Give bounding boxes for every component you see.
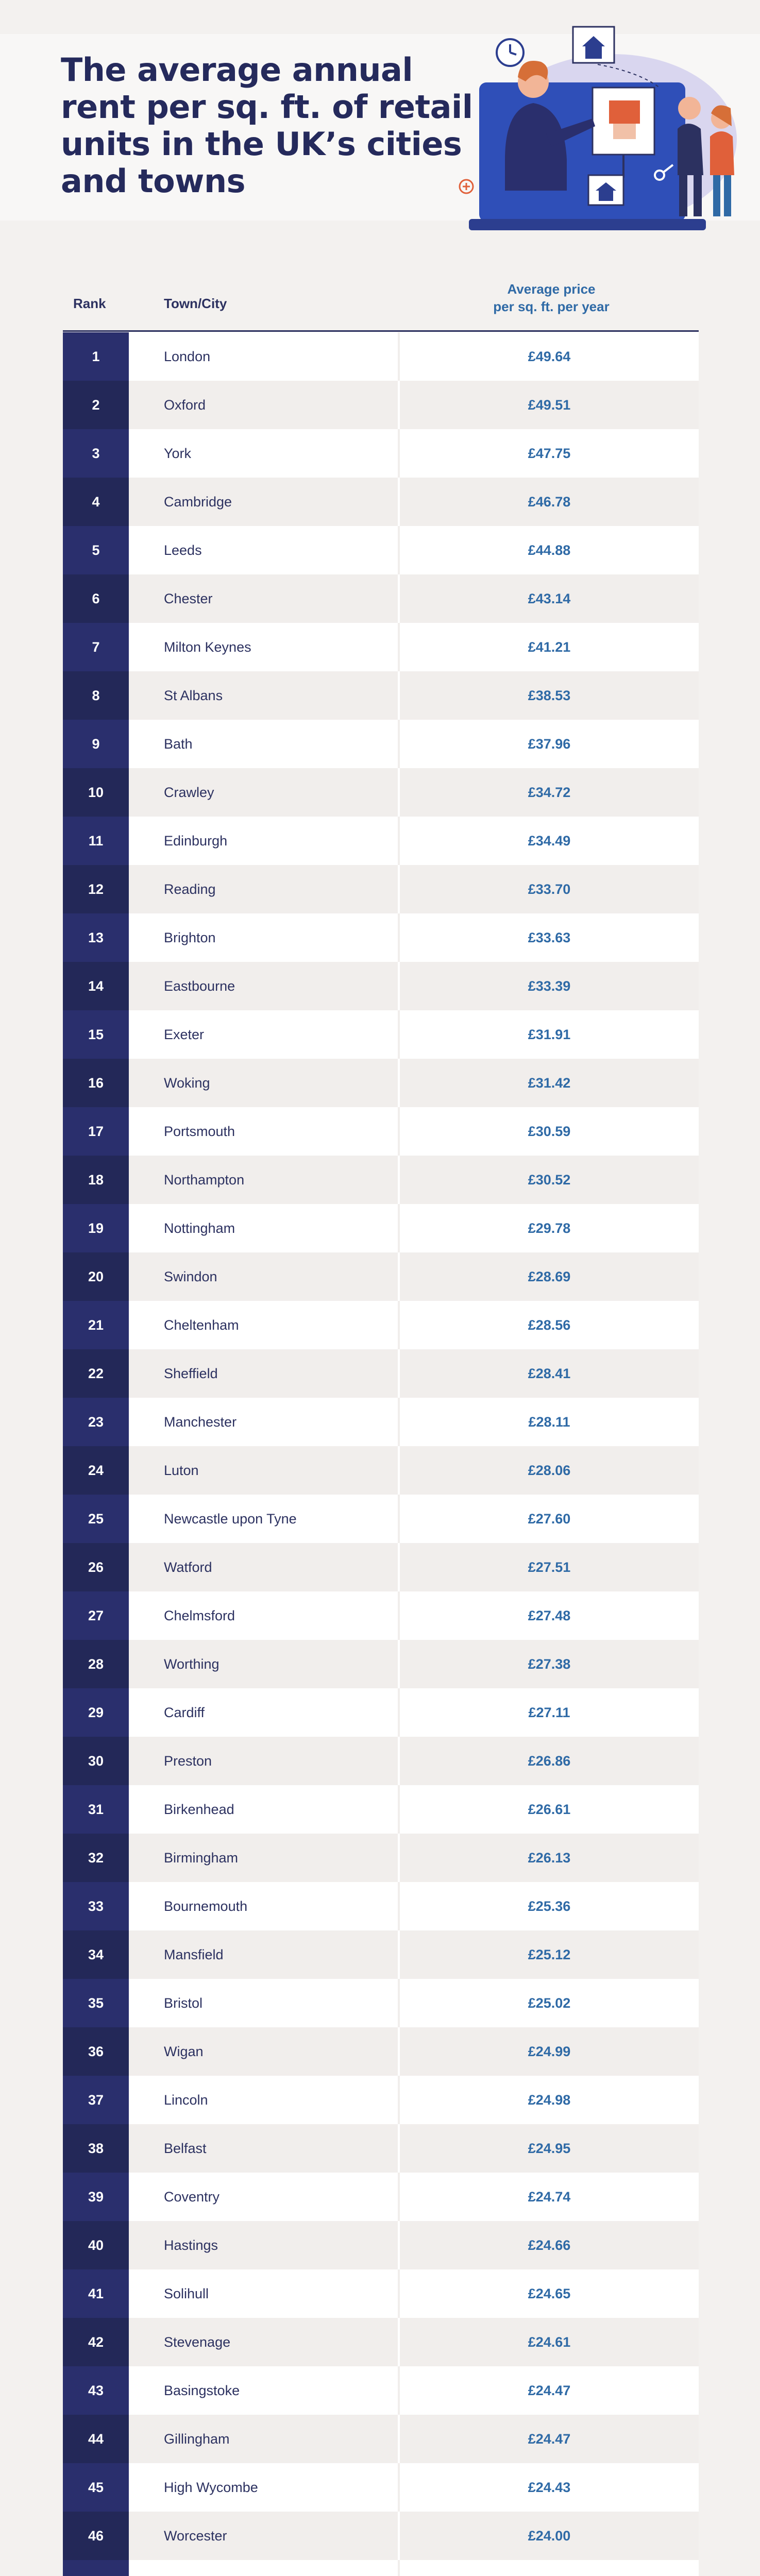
town-cell: Birkenhead: [164, 1801, 234, 1817]
town-cell: Exeter: [164, 1026, 205, 1042]
table-row: [63, 526, 699, 574]
price-cell: £24.47: [528, 2382, 571, 2398]
rank-cell: 5: [63, 526, 129, 574]
town-cell: Mansfield: [164, 1946, 224, 1962]
rank-cell: 24: [63, 1446, 129, 1495]
price-cell: £24.61: [528, 2334, 571, 2350]
header-illustration: [443, 21, 752, 237]
table-row: [63, 1979, 699, 2027]
price-cell: £49.51: [528, 397, 571, 413]
rank-cell: 15: [63, 1010, 129, 1059]
town-cell: Chelmsford: [164, 1607, 235, 1623]
town-cell: Portsmouth: [164, 1123, 235, 1139]
town-cell: Reading: [164, 881, 216, 897]
town-cell: Edinburgh: [164, 833, 228, 849]
rank-cell: 7: [63, 623, 129, 671]
town-cell: Belfast: [164, 2140, 207, 2156]
rank-cell: 27: [63, 1591, 129, 1640]
table-row: [63, 1688, 699, 1737]
table-row: [63, 1446, 699, 1495]
town-cell: Brighton: [164, 929, 216, 945]
rank-cell: 35: [63, 1979, 129, 2027]
town-cell: Watford: [164, 1559, 212, 1575]
rank-cell: 29: [63, 1688, 129, 1737]
table-row: [63, 2560, 699, 2576]
price-cell: £24.00: [528, 2528, 571, 2544]
table-row: [63, 574, 699, 623]
table-row: [63, 1591, 699, 1640]
price-cell: £46.78: [528, 494, 571, 510]
town-cell: Bath: [164, 736, 193, 752]
price-cell: £33.39: [528, 978, 571, 994]
price-cell: £28.06: [528, 1462, 571, 1478]
column-header-price-line2: per sq. ft. per year: [493, 299, 610, 314]
table-row: [63, 1495, 699, 1543]
table-row: [63, 1107, 699, 1156]
price-cell: £30.52: [528, 1172, 571, 1188]
rank-cell: 19: [63, 1204, 129, 1252]
table-row: [63, 429, 699, 478]
table-row: [63, 768, 699, 817]
rank-cell: 17: [63, 1107, 129, 1156]
price-cell: £28.56: [528, 1317, 571, 1333]
town-cell: Chester: [164, 590, 213, 606]
rank-cell: 26: [63, 1543, 129, 1591]
rank-cell: 36: [63, 2027, 129, 2076]
town-cell: Stevenage: [164, 2334, 231, 2350]
table-row: [63, 1543, 699, 1591]
rank-cell: 46: [63, 2512, 129, 2560]
town-cell: St Albans: [164, 687, 223, 703]
rank-cell: 13: [63, 913, 129, 962]
page-title: The average annual rent per sq. ft. of retail units in the UK’s cities and towns: [61, 51, 473, 200]
table-row: [63, 865, 699, 913]
rank-cell: 31: [63, 1785, 129, 1834]
price-cell: £38.53: [528, 687, 571, 703]
column-header-rank: Rank: [73, 296, 106, 311]
town-cell: Coventry: [164, 2189, 220, 2205]
rank-cell: 14: [63, 962, 129, 1010]
table-row: [63, 2463, 699, 2512]
price-cell: £49.64: [528, 348, 571, 364]
header-rule: [63, 330, 699, 332]
town-cell: Preston: [164, 1753, 212, 1769]
rank-cell: 45: [63, 2463, 129, 2512]
price-cell: £37.96: [528, 736, 571, 752]
table-row: [63, 2221, 699, 2269]
table-row: [63, 1010, 699, 1059]
price-cell: £31.42: [528, 1075, 571, 1091]
rank-cell: 30: [63, 1737, 129, 1785]
rank-cell: 37: [63, 2076, 129, 2124]
price-cell: £27.11: [528, 1704, 570, 1720]
price-cell: £33.63: [528, 929, 571, 945]
price-cell: £41.21: [528, 639, 571, 655]
table-row: [63, 2366, 699, 2415]
table-row: [63, 623, 699, 671]
town-cell: London: [164, 348, 211, 364]
town-cell: Wigan: [164, 2043, 204, 2059]
column-header-town: Town/City: [164, 296, 227, 311]
price-cell: £33.70: [528, 881, 571, 897]
plus-icon: [460, 180, 473, 193]
town-cell: Manchester: [164, 1414, 237, 1430]
town-cell: Northampton: [164, 1172, 245, 1188]
town-cell: Nottingham: [164, 1220, 235, 1236]
table-row: [63, 381, 699, 429]
price-cell: £26.86: [528, 1753, 571, 1769]
town-cell: Milton Keynes: [164, 639, 251, 655]
town-cell: High Wycombe: [164, 2479, 258, 2495]
rank-cell: 3: [63, 429, 129, 478]
town-cell: Solihull: [164, 2285, 209, 2301]
town-cell: Luton: [164, 1462, 199, 1478]
table-row: [63, 962, 699, 1010]
rank-cell: 39: [63, 2173, 129, 2221]
ranking-table: [63, 332, 699, 2576]
town-cell: Sheffield: [164, 1365, 218, 1381]
table-row: [63, 1156, 699, 1204]
table-row: [63, 2512, 699, 2560]
rank-cell: 10: [63, 768, 129, 817]
rank-cell: 23: [63, 1398, 129, 1446]
town-cell: Bristol: [164, 1995, 203, 2011]
rank-cell: 20: [63, 1252, 129, 1301]
table-row: [63, 1834, 699, 1882]
rank-cell: 32: [63, 1834, 129, 1882]
town-cell: Oxford: [164, 397, 206, 413]
cell-divider: [398, 2560, 400, 2576]
price-cell: £24.65: [528, 2285, 571, 2301]
table-row: [63, 2076, 699, 2124]
town-cell: Newcastle upon Tyne: [164, 1511, 297, 1527]
town-cell: Swindon: [164, 1268, 217, 1284]
town-cell: Worthing: [164, 1656, 219, 1672]
town-cell: Hastings: [164, 2237, 218, 2253]
rank-cell: 6: [63, 574, 129, 623]
table-row: [63, 720, 699, 768]
rank-cell: 40: [63, 2221, 129, 2269]
table-row: [63, 2415, 699, 2463]
town-cell: Basingstoke: [164, 2382, 240, 2398]
table-row: [63, 1398, 699, 1446]
town-cell: Woking: [164, 1075, 210, 1091]
price-cell: £43.14: [528, 590, 571, 606]
table-row: [63, 1349, 699, 1398]
price-cell: £28.69: [528, 1268, 571, 1284]
rank-cell: 44: [63, 2415, 129, 2463]
price-cell: £24.47: [528, 2431, 571, 2447]
rank-cell: 8: [63, 671, 129, 720]
rank-cell: 21: [63, 1301, 129, 1349]
rank-cell: 11: [63, 817, 129, 865]
price-cell: £25.12: [528, 1946, 571, 1962]
price-cell: £24.99: [528, 2043, 571, 2059]
price-cell: £27.38: [528, 1656, 571, 1672]
rank-cell: 16: [63, 1059, 129, 1107]
table-row: [63, 1640, 699, 1688]
table-row: [63, 1930, 699, 1979]
town-cell: Birmingham: [164, 1850, 239, 1866]
price-cell: £24.95: [528, 2140, 571, 2156]
house-icon: [573, 27, 614, 63]
table-row: [63, 1204, 699, 1252]
table-row: [63, 332, 699, 381]
table-row: [63, 2027, 699, 2076]
rank-cell: 43: [63, 2366, 129, 2415]
rank-cell: 28: [63, 1640, 129, 1688]
column-header-price-line1: Average price: [507, 281, 596, 297]
town-cell: York: [164, 445, 192, 461]
rank-cell: 42: [63, 2318, 129, 2366]
rank-cell: 1: [63, 332, 129, 381]
rank-cell: [63, 2560, 129, 2576]
table-row: [63, 1059, 699, 1107]
price-cell: £26.13: [528, 1850, 571, 1866]
price-cell: £34.72: [528, 784, 571, 800]
price-cell: £27.51: [528, 1559, 571, 1575]
table-row: [63, 1252, 699, 1301]
price-cell: £24.66: [528, 2237, 571, 2253]
table-row: [63, 2318, 699, 2366]
price-cell: £27.60: [528, 1511, 571, 1527]
rank-cell: 33: [63, 1882, 129, 1930]
town-cell: Crawley: [164, 784, 214, 800]
price-cell: £28.11: [528, 1414, 570, 1430]
price-cell: £34.49: [528, 833, 571, 849]
town-cell: Worcester: [164, 2528, 227, 2544]
town-cell: Eastbourne: [164, 978, 235, 994]
rank-cell: 2: [63, 381, 129, 429]
price-cell: £44.88: [528, 542, 571, 558]
rank-cell: 12: [63, 865, 129, 913]
town-cell: Gillingham: [164, 2431, 230, 2447]
rank-cell: 18: [63, 1156, 129, 1204]
price-cell: £25.36: [528, 1898, 571, 1914]
town-cell: Cambridge: [164, 494, 232, 510]
table-row: [63, 2173, 699, 2221]
column-header-price: [402, 280, 701, 315]
price-cell: £47.75: [528, 445, 571, 461]
price-cell: £28.41: [528, 1365, 571, 1381]
house-icon: [588, 175, 623, 205]
rank-cell: 41: [63, 2269, 129, 2318]
town-cell: Leeds: [164, 542, 202, 558]
table-row: [63, 478, 699, 526]
town-cell: Cheltenham: [164, 1317, 239, 1333]
price-cell: £26.61: [528, 1801, 571, 1817]
table-row: [63, 1301, 699, 1349]
rank-cell: 25: [63, 1495, 129, 1543]
price-cell: £31.91: [528, 1026, 571, 1042]
rank-cell: 38: [63, 2124, 129, 2173]
rank-cell: 34: [63, 1930, 129, 1979]
town-cell: Bournemouth: [164, 1898, 248, 1914]
table-row: [63, 1785, 699, 1834]
rank-cell: 4: [63, 478, 129, 526]
table-row: [63, 671, 699, 720]
price-cell: £25.02: [528, 1995, 571, 2011]
table-row: [63, 2269, 699, 2318]
table-row: [63, 1737, 699, 1785]
clock-icon: [497, 39, 523, 66]
table-row: [63, 913, 699, 962]
price-cell: £24.43: [528, 2479, 571, 2495]
price-cell: £30.59: [528, 1123, 571, 1139]
price-cell: £24.98: [528, 2092, 571, 2108]
town-cell: Lincoln: [164, 2092, 208, 2108]
price-cell: £27.48: [528, 1607, 571, 1623]
rank-cell: 22: [63, 1349, 129, 1398]
table-row: [63, 817, 699, 865]
town-cell: Cardiff: [164, 1704, 205, 1720]
table-row: [63, 2124, 699, 2173]
table-row: [63, 1882, 699, 1930]
price-cell: £24.74: [528, 2189, 571, 2205]
rank-cell: 9: [63, 720, 129, 768]
price-cell: £29.78: [528, 1220, 571, 1236]
